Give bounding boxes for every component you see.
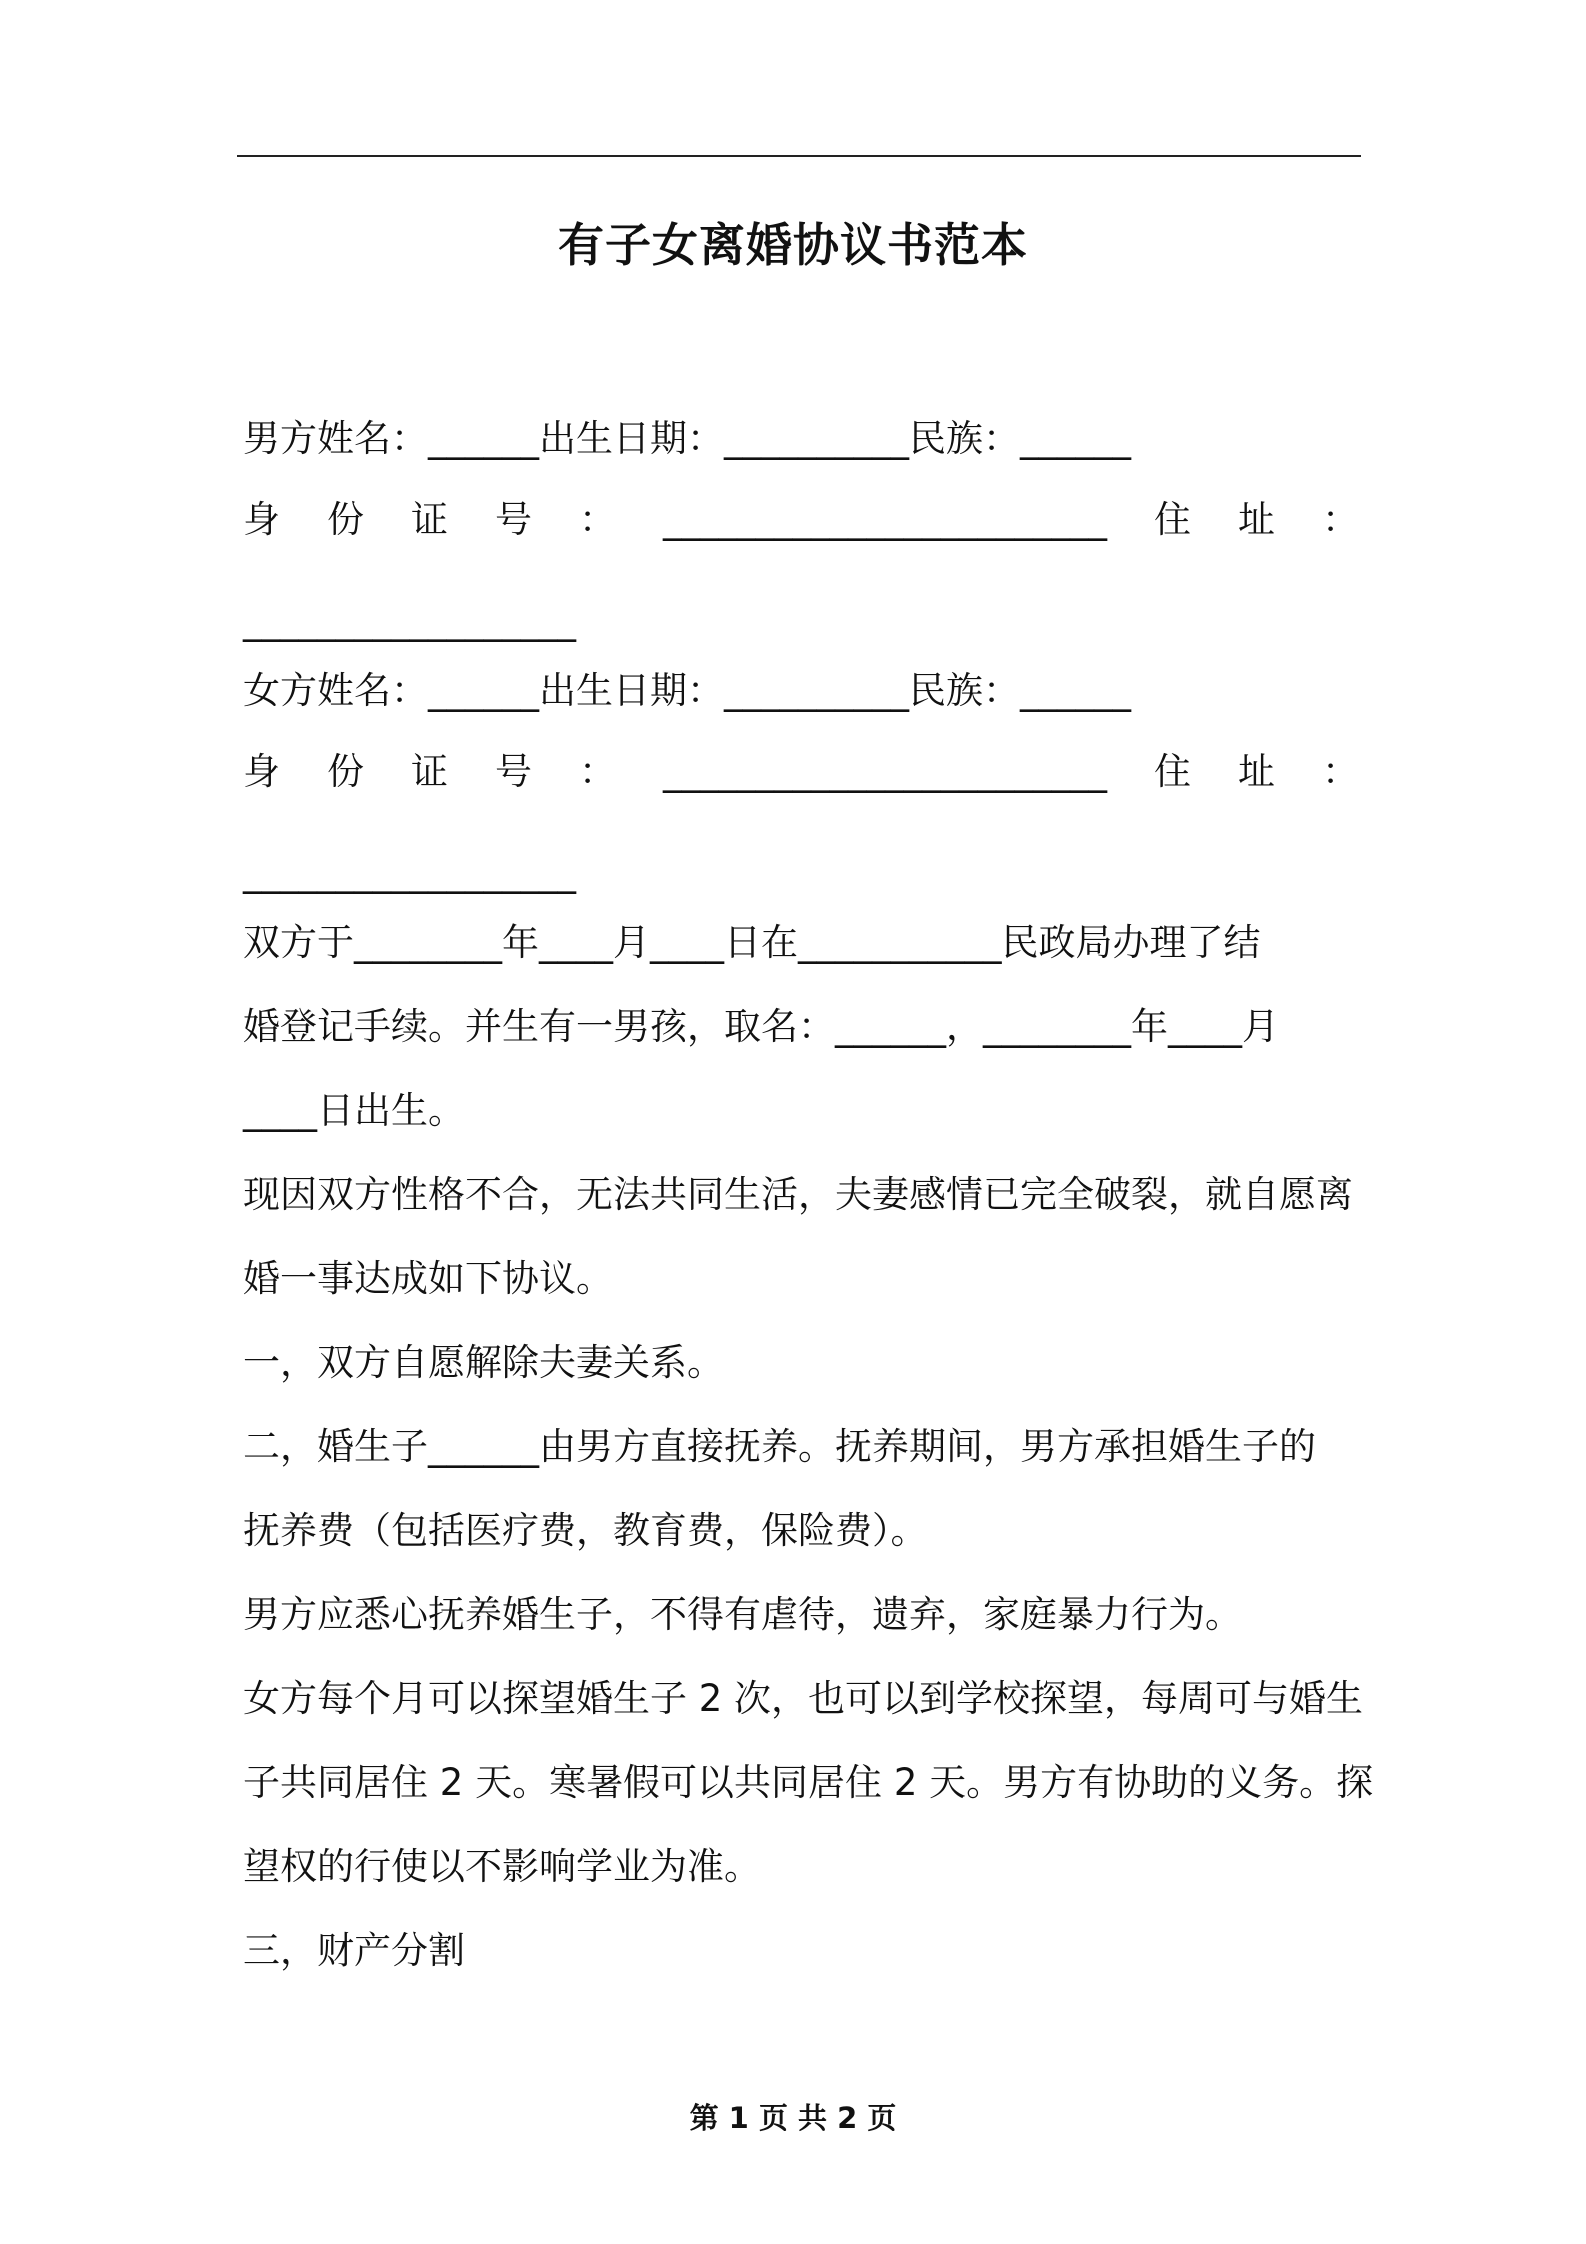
paragraph-line: 三，财产分割	[243, 1929, 465, 1972]
female-id-char: 号	[495, 750, 532, 793]
female-addr-char: 住	[1154, 750, 1191, 793]
paragraph-line: 双方于________年____月____日在___________民政局办理了结	[243, 921, 1261, 964]
male-name-label: 男方姓名：	[243, 417, 428, 460]
paragraph-line: 婚登记手续。并生有一男孩，取名：______，________年____月	[243, 1005, 1279, 1048]
female-address-blank: __________________	[243, 851, 576, 894]
male-id-char: 号	[495, 498, 532, 541]
male-birth-blank: __________	[724, 417, 909, 460]
paragraph-line: 二，婚生子______由男方直接抚养。抚养期间，男方承担婚生子的	[243, 1425, 1316, 1468]
female-addr-char: 址	[1238, 750, 1275, 793]
header-rule	[237, 155, 1361, 157]
paragraph-line: ____日出生。	[243, 1089, 465, 1132]
page-number-footer: 第 1 页 共 2 页	[689, 2101, 897, 2135]
male-id-char: 证	[411, 498, 448, 541]
female-id-blank: ________________________	[663, 750, 1107, 793]
female-ethnic-blank: ______	[1020, 669, 1131, 712]
female-id-line	[243, 747, 1359, 797]
male-ethnic-label: 民族：	[909, 417, 1020, 460]
paragraph-line: 抚养费（包括医疗费，教育费，保险费）。	[243, 1509, 928, 1552]
paragraph-line: 望权的行使以不影响学业为准。	[243, 1845, 761, 1888]
female-birth-label: 出生日期：	[539, 669, 724, 712]
male-id-char: 身	[243, 498, 280, 541]
female-id-char: 份	[327, 750, 364, 793]
paragraph-line: 女方每个月可以探望婚生子 2 次，也可以到学校探望，每周可与婚生	[243, 1677, 1364, 1720]
male-addr-char: ：	[1322, 498, 1359, 541]
paragraph-line: 婚一事达成如下协议。	[243, 1257, 613, 1300]
male-id-char: 份	[327, 498, 364, 541]
male-birth-label: 出生日期：	[539, 417, 724, 460]
female-ethnic-label: 民族：	[909, 669, 1020, 712]
female-id-char: 证	[411, 750, 448, 793]
female-name-label: 女方姓名：	[243, 669, 428, 712]
male-name-blank: ______	[428, 417, 539, 460]
paragraph-line: 一，双方自愿解除夫妻关系。	[243, 1341, 724, 1384]
male-addr-char: 住	[1154, 498, 1191, 541]
paragraph-line: 现因双方性格不合，无法共同生活，夫妻感情已完全破裂，就自愿离	[243, 1173, 1353, 1216]
male-addr-char: 址	[1238, 498, 1275, 541]
male-address-blank-line	[243, 596, 1359, 646]
male-address-blank: __________________	[243, 599, 576, 642]
male-info-line	[243, 414, 1359, 464]
male-id-line	[243, 495, 1359, 545]
female-id-char: 身	[243, 750, 280, 793]
paragraph-line: 子共同居住 2 天。寒暑假可以共同居住 2 天。男方有协助的义务。探	[243, 1761, 1374, 1804]
female-info-line	[243, 666, 1359, 716]
female-name-blank: ______	[428, 669, 539, 712]
male-id-char: ：	[579, 498, 616, 541]
male-id-blank: ________________________	[663, 498, 1107, 541]
female-id-char: ：	[579, 750, 616, 793]
female-addr-char: ：	[1322, 750, 1359, 793]
document-title: 有子女离婚协议书范本	[558, 218, 1028, 272]
male-ethnic-blank: ______	[1020, 417, 1131, 460]
paragraph-line: 男方应悉心抚养婚生子，不得有虐待，遗弃，家庭暴力行为。	[243, 1593, 1242, 1636]
female-address-blank-line	[243, 848, 1359, 898]
female-birth-blank: __________	[724, 669, 909, 712]
